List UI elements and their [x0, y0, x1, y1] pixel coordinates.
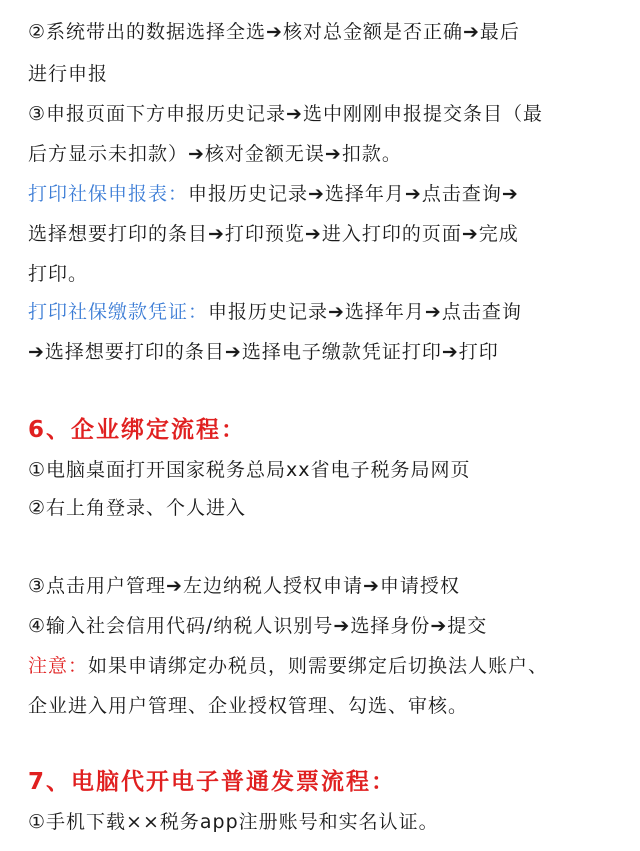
- print-report-line3: 打印。: [28, 263, 89, 285]
- step3-line2: 后方显示未扣款）➔核对金额无误➔扣款。: [28, 143, 402, 165]
- note-label: 注意：: [28, 655, 89, 677]
- note-text: 如果申请绑定办税员，则需要绑定后切换法人账户、: [88, 655, 549, 677]
- note-line1: [28, 652, 620, 680]
- print-report-text: 申报历史记录➔选择年月➔点击查询➔: [188, 183, 519, 205]
- note-line2: 企业进入用户管理、企业授权管理、勾选、审核。: [28, 695, 469, 717]
- print-voucher-text: 申报历史记录➔选择年月➔点击查询: [208, 301, 522, 323]
- print-report-label: 打印社保申报表：: [28, 183, 189, 205]
- section6-step1: ①电脑桌面打开国家税务总局xx省电子税务局网页: [28, 459, 471, 481]
- print-report-line2: 选择想要打印的条目➔打印预览➔进入打印的页面➔完成: [28, 223, 519, 245]
- print-voucher-line2: ➔选择想要打印的条目➔选择电子缴款凭证打印➔打印: [28, 341, 499, 363]
- section6-heading: 6、企业绑定流程：: [28, 417, 247, 443]
- section7-step1: ①手机下载××税务app注册账号和实名认证。: [28, 811, 439, 833]
- print-voucher-label: 打印社保缴款凭证：: [28, 301, 209, 323]
- step2-line1: ②系统带出的数据选择全选➔核对总金额是否正确➔最后: [28, 21, 520, 43]
- section7-heading: 7、电脑代开电子普通发票流程：: [28, 769, 397, 795]
- step3-line1: ③申报页面下方申报历史记录➔选中刚刚申报提交条目（最: [28, 103, 543, 125]
- step2-line2: 进行申报: [28, 63, 109, 85]
- print-voucher-line1: [28, 298, 620, 326]
- print-report-line1: [28, 180, 620, 208]
- section6-step3: ③点击用户管理➔左边纳税人授权申请➔申请授权: [28, 575, 460, 597]
- section6-step4: ④输入社会信用代码/纳税人识别号➔选择身份➔提交: [28, 615, 488, 637]
- section6-step2: ②右上角登录、个人进入: [28, 497, 247, 519]
